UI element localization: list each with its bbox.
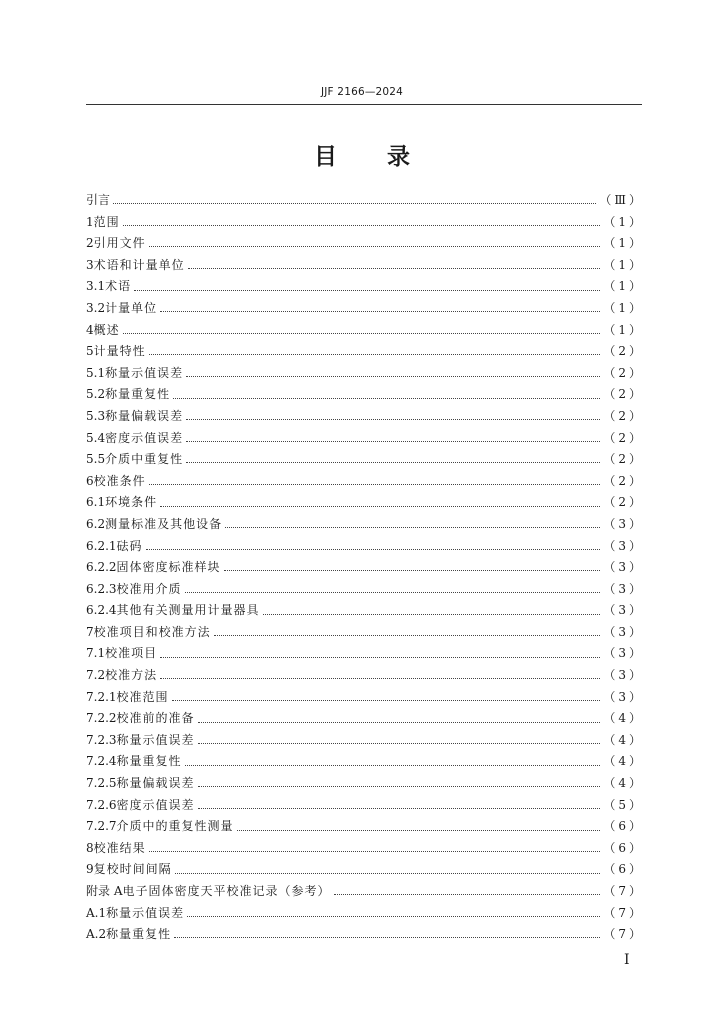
toc-leader-dots <box>123 225 601 226</box>
toc-entry-page: （2） <box>603 452 644 467</box>
toc-leader-dots <box>149 851 601 852</box>
toc-entry-page: （3） <box>603 581 644 596</box>
toc-entry-number: 2 <box>86 236 94 251</box>
page-title <box>0 138 724 171</box>
toc-entry-page: （3） <box>603 538 644 553</box>
toc-leader-dots <box>113 203 596 204</box>
toc-entry[interactable] <box>86 903 644 925</box>
toc-entry-number: 6 <box>86 473 94 488</box>
toc-leader-dots <box>198 808 601 809</box>
toc-leader-dots <box>185 765 601 766</box>
toc-leader-dots <box>173 398 600 399</box>
toc-entry-number: 5 <box>86 344 94 359</box>
toc-entry-number: 3 <box>86 257 94 272</box>
header-rule <box>86 104 642 105</box>
toc-entry[interactable] <box>86 428 644 450</box>
toc-entry-title: 校准项目和校准方法 <box>93 624 211 639</box>
toc-entry-page: （1） <box>603 300 644 315</box>
toc-leader-dots <box>172 700 601 701</box>
toc-entry-title: 测量标准及其他设备 <box>105 516 223 531</box>
toc-leader-dots <box>224 570 601 571</box>
toc-entry[interactable] <box>86 557 644 579</box>
toc-entry-page: （7） <box>603 927 644 942</box>
toc-entry-page: （2） <box>603 408 644 423</box>
toc-leader-dots <box>149 484 601 485</box>
toc-entry-title: 其他有关测量用计量器具 <box>116 603 260 618</box>
toc-entry-page: （2） <box>603 387 644 402</box>
page-number: Ⅰ <box>624 952 630 968</box>
toc-entry-title: 砝码 <box>116 538 143 553</box>
toc-entry-title: 密度示值误差 <box>116 797 195 812</box>
toc-entry-page: （4） <box>603 776 644 791</box>
toc-entry-page: （2） <box>603 473 644 488</box>
toc-entry[interactable] <box>86 838 644 860</box>
toc-leader-dots <box>160 678 600 679</box>
toc-entry[interactable] <box>86 406 644 428</box>
toc-entry-number: 7.2.4 <box>86 754 117 769</box>
toc-entry-number: 7.2.6 <box>86 797 117 812</box>
toc-entry[interactable] <box>86 643 644 665</box>
toc-entry-page: （2） <box>603 344 644 359</box>
toc-entry-number: 7 <box>86 624 94 639</box>
toc-entry-number: 6.2.3 <box>86 581 117 596</box>
toc-entry-title: 称量示值误差 <box>116 732 195 747</box>
toc-entry-title: 称量重复性 <box>105 387 171 402</box>
toc-leader-dots <box>214 635 601 636</box>
toc-leader-dots <box>160 657 600 658</box>
toc-entry-number: 7.2.2 <box>86 711 117 726</box>
toc-entry-number: 6.2 <box>86 516 106 531</box>
toc-entry-number: A.2 <box>86 927 107 942</box>
toc-entry[interactable] <box>86 859 644 881</box>
toc-entry[interactable] <box>86 255 644 277</box>
toc-leader-dots <box>237 830 601 831</box>
toc-entry-title: 校准结果 <box>93 840 146 855</box>
toc-entry-page: （2） <box>603 495 644 510</box>
toc-entry-page: （1） <box>603 279 644 294</box>
toc-entry[interactable] <box>86 471 644 493</box>
toc-leader-dots <box>160 506 600 507</box>
toc-entry[interactable] <box>86 924 644 946</box>
toc-entry[interactable] <box>86 816 644 838</box>
toc-leader-dots <box>187 916 600 917</box>
toc-entry-title: 介质中的重复性测量 <box>116 819 234 834</box>
toc-leader-dots <box>185 592 601 593</box>
standard-code: JJF 2166—2024 <box>320 86 404 98</box>
toc-leader-dots <box>175 873 601 874</box>
toc-entry-title: 概述 <box>93 322 120 337</box>
toc-entry-page: （1） <box>603 214 644 229</box>
toc-entry-number: 5.1 <box>86 365 106 380</box>
toc-entry-title: 校准条件 <box>93 473 146 488</box>
toc-entry-page: （1） <box>603 236 644 251</box>
toc-entry-number: 7.2 <box>86 668 106 683</box>
toc-entry-title: 称量重复性 <box>106 927 172 942</box>
toc-entry-title: 称量偏载误差 <box>116 776 195 791</box>
toc-entry-page: （3） <box>603 560 644 575</box>
toc-entry-title: 密度示值误差 <box>105 430 184 445</box>
toc-entry-number: 6.2.4 <box>86 603 117 618</box>
toc-leader-dots <box>149 246 601 247</box>
toc-leader-dots <box>123 333 601 334</box>
toc-entry-number: 8 <box>86 840 94 855</box>
toc-entry-number: 3.1 <box>86 279 106 294</box>
toc-entry-title: 校准用介质 <box>116 581 182 596</box>
toc-entry-number: 附录 A <box>86 884 123 898</box>
toc-entry[interactable] <box>86 687 644 709</box>
toc-entry-page: （6） <box>603 819 644 834</box>
toc-entry-title: 环境条件 <box>105 495 158 510</box>
toc-entry-page: （Ⅲ） <box>599 193 644 207</box>
toc-entry-number: 6.1 <box>86 495 106 510</box>
toc-leader-dots <box>186 462 600 463</box>
toc-leader-dots <box>188 268 601 269</box>
toc-entry-number: 5.4 <box>86 430 106 445</box>
toc-entry-title: 校准前的准备 <box>116 711 195 726</box>
title-char-2: 录 <box>387 144 410 170</box>
toc-entry-number: 7.1 <box>86 646 106 661</box>
toc-entry-page: （3） <box>603 624 644 639</box>
toc-entry-page: （1） <box>603 257 644 272</box>
toc-entry-title: 计量单位 <box>105 300 158 315</box>
table-of-contents <box>86 190 644 946</box>
toc-entry-number: A.1 <box>86 905 107 920</box>
toc-entry-title: 称量重复性 <box>116 754 182 769</box>
toc-entry-title: 术语和计量单位 <box>93 257 185 272</box>
toc-entry[interactable] <box>86 363 644 385</box>
toc-entry[interactable] <box>86 773 644 795</box>
toc-entry-number: 7.2.7 <box>86 819 117 834</box>
toc-entry[interactable] <box>86 341 644 363</box>
toc-entry-page: （4） <box>603 754 644 769</box>
toc-entry[interactable] <box>86 514 644 536</box>
toc-leader-dots <box>186 376 600 377</box>
toc-entry-page: （4） <box>603 732 644 747</box>
toc-entry-title: 校准方法 <box>105 668 158 683</box>
toc-leader-dots <box>198 743 601 744</box>
toc-leader-dots <box>198 722 601 723</box>
toc-entry-number: 7.2.5 <box>86 776 117 791</box>
toc-leader-dots <box>146 549 601 550</box>
toc-leader-dots <box>149 354 601 355</box>
toc-entry-title: 范围 <box>93 214 120 229</box>
toc-entry-page: （6） <box>603 840 644 855</box>
toc-entry-number: 5.5 <box>86 452 106 467</box>
toc-entry[interactable] <box>86 276 644 298</box>
toc-leader-dots <box>334 894 601 895</box>
toc-entry-page: （7） <box>603 905 644 920</box>
toc-leader-dots <box>198 786 601 787</box>
toc-entry[interactable] <box>86 730 644 752</box>
toc-entry-page: （7） <box>603 884 644 898</box>
toc-entry-page: （5） <box>603 797 644 812</box>
toc-entry-title: 计量特性 <box>93 344 146 359</box>
toc-entry-title: 称量示值误差 <box>106 905 185 920</box>
toc-entry[interactable] <box>86 751 644 773</box>
toc-entry-number: 1 <box>86 214 94 229</box>
toc-entry[interactable] <box>86 622 644 644</box>
toc-entry-page: （2） <box>603 365 644 380</box>
toc-entry-title: 称量偏载误差 <box>105 408 184 423</box>
toc-entry[interactable] <box>86 233 644 255</box>
toc-leader-dots <box>174 937 600 938</box>
toc-entry[interactable] <box>86 384 644 406</box>
toc-entry[interactable] <box>86 579 644 601</box>
toc-entry[interactable] <box>86 298 644 320</box>
toc-entry[interactable] <box>86 492 644 514</box>
toc-entry[interactable] <box>86 881 644 903</box>
toc-entry-number: 引言 <box>86 193 111 207</box>
toc-entry[interactable] <box>86 665 644 687</box>
toc-entry-number: 5.2 <box>86 387 106 402</box>
toc-leader-dots <box>186 419 600 420</box>
toc-entry-number: 6.2.1 <box>86 538 117 553</box>
toc-entry[interactable] <box>86 600 644 622</box>
toc-entry-page: （3） <box>603 646 644 661</box>
toc-leader-dots <box>160 311 600 312</box>
toc-entry[interactable] <box>86 212 644 234</box>
toc-entry-number: 7.2.1 <box>86 689 117 704</box>
toc-entry-title: 复校时间间隔 <box>93 862 172 877</box>
toc-entry-number: 5.3 <box>86 408 106 423</box>
toc-entry-title: 介质中重复性 <box>105 452 184 467</box>
title-char-1: 目 <box>314 144 337 170</box>
toc-entry-page: （4） <box>603 711 644 726</box>
toc-entry[interactable] <box>86 449 644 471</box>
toc-entry-number: 9 <box>86 862 94 877</box>
toc-entry-page: （2） <box>603 430 644 445</box>
toc-entry-number: 3.2 <box>86 300 106 315</box>
toc-leader-dots <box>134 290 600 291</box>
toc-entry-page: （6） <box>603 862 644 877</box>
toc-entry-title: 电子固体密度天平校准记录（参考） <box>122 884 331 898</box>
toc-entry-title: 称量示值误差 <box>105 365 184 380</box>
toc-leader-dots <box>263 614 601 615</box>
toc-entry-page: （3） <box>603 668 644 683</box>
toc-leader-dots <box>225 527 600 528</box>
toc-entry[interactable] <box>86 536 644 558</box>
toc-entry-title: 术语 <box>105 279 132 294</box>
toc-entry-page: （1） <box>603 322 644 337</box>
toc-entry-title: 校准范围 <box>116 689 169 704</box>
toc-entry-title: 校准项目 <box>105 646 158 661</box>
toc-entry-title: 固体密度标准样块 <box>116 560 221 575</box>
toc-entry[interactable] <box>86 795 644 817</box>
toc-entry-number: 4 <box>86 322 94 337</box>
toc-entry[interactable] <box>86 190 644 212</box>
toc-leader-dots <box>186 441 600 442</box>
toc-entry-page: （3） <box>603 603 644 618</box>
toc-entry[interactable] <box>86 708 644 730</box>
toc-entry[interactable] <box>86 320 644 342</box>
toc-entry-page: （3） <box>603 516 644 531</box>
toc-entry-number: 6.2.2 <box>86 560 117 575</box>
toc-entry-number: 7.2.3 <box>86 732 117 747</box>
toc-entry-title: 引用文件 <box>93 236 146 251</box>
toc-entry-page: （3） <box>603 689 644 704</box>
